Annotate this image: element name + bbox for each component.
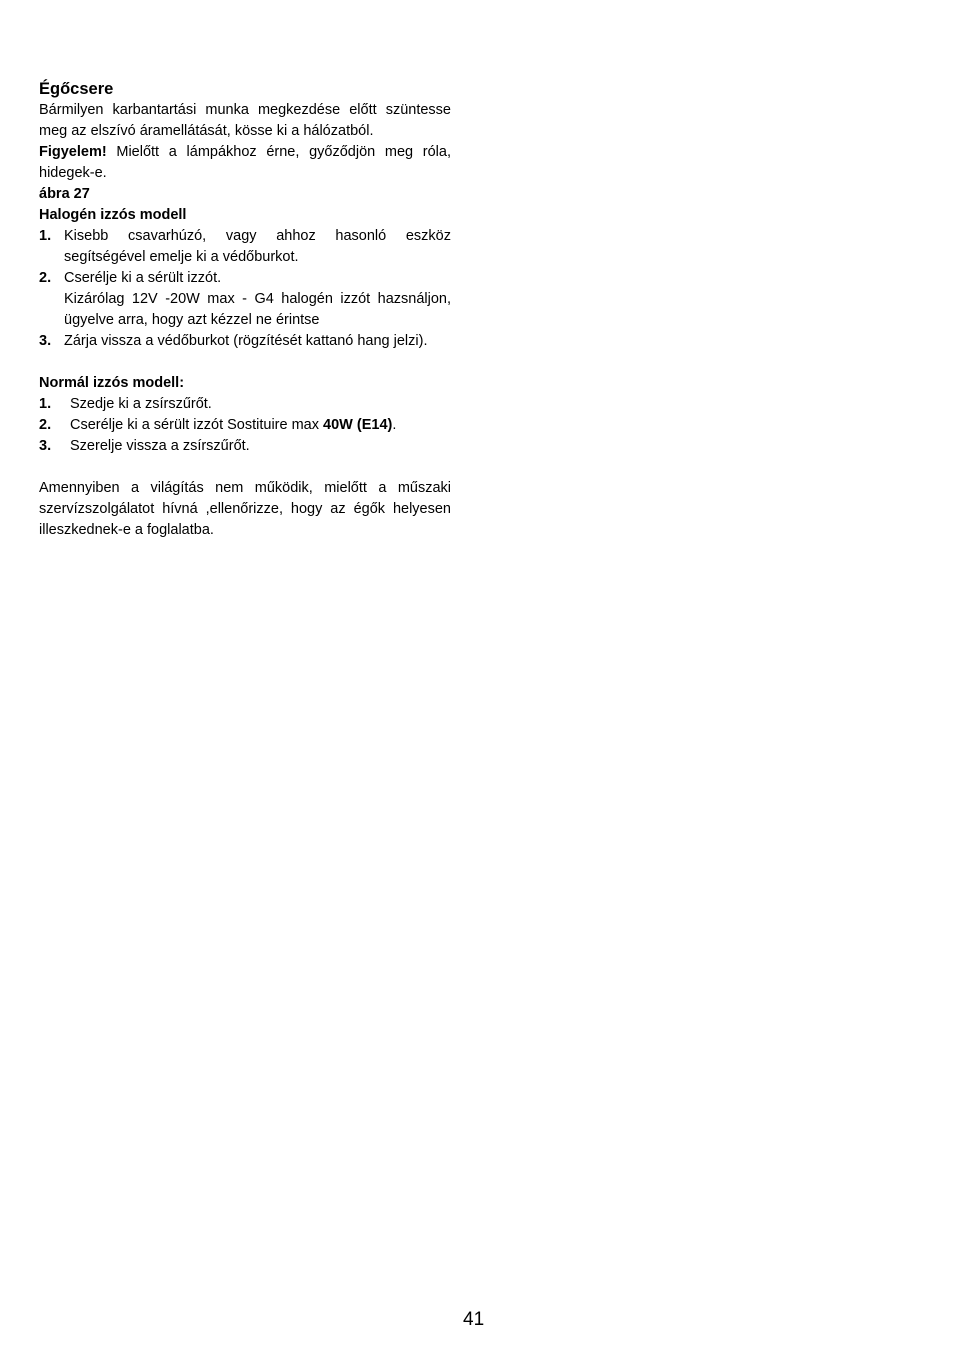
bulb-spec: 40W (E14)	[323, 417, 393, 433]
step-line: Cserélje ki a sérült izzót.	[64, 270, 222, 286]
step-text-main: Cserélje ki a sérült izzót Sostituire max	[70, 417, 324, 433]
normal-steps	[39, 394, 451, 457]
step-number: 1.	[39, 396, 52, 412]
list-item	[39, 394, 451, 415]
step-text	[64, 226, 451, 268]
warning-paragraph	[39, 142, 451, 184]
step-text	[64, 268, 451, 331]
list-item	[39, 415, 451, 436]
warning-text: Mielőtt a lámpákhoz érne, győződjön meg róla, hidegek-e.	[39, 144, 451, 181]
normal-title: Normál izzós modell:	[39, 375, 185, 391]
halogen-steps	[39, 226, 451, 352]
step-text	[70, 415, 451, 436]
section-title: Égőcsere	[39, 80, 114, 98]
step-number: 2.	[39, 417, 52, 433]
spacer	[39, 352, 451, 373]
intro-paragraph: Bármilyen karbantartási munka megkezdése előtt szüntesse meg az elszívó áramellátását, kösse ki a hálózatból.	[39, 102, 451, 139]
list-item	[39, 268, 451, 331]
step-number: 1.	[39, 228, 52, 244]
step-line: Kizárólag 12V -20W max - G4 halogén izzót hazsnáljon, ügyelve arra, hogy azt kézzel ne érintse	[64, 291, 451, 328]
step-line: Kisebb csavarhúzó, vagy ahhoz hasonló eszköz segítségével emelje ki a védőburkot.	[64, 228, 451, 265]
halogen-title: Halogén izzós modell	[39, 207, 187, 223]
text-column	[39, 78, 451, 541]
step-number: 3.	[39, 333, 52, 349]
list-item	[39, 226, 451, 268]
page-number: 41	[463, 1309, 485, 1330]
step-text: Szerelje vissza a zsírszűrőt.	[70, 438, 250, 454]
step-line: Zárja vissza a védőburkot (rögzítését kattanó hang jelzi).	[64, 333, 428, 349]
step-number: 2.	[39, 270, 52, 286]
warning-label: Figyelem!	[39, 144, 107, 160]
spacer	[39, 457, 451, 478]
closing-paragraph: Amennyiben a világítás nem működik, mielőtt a műszaki szervízszolgálatot hívná ,ellenőrizze, hogy az égők helyesen illeszkednek-e a foglalatba.	[39, 480, 451, 538]
list-item	[39, 331, 451, 352]
step-text: Szedje ki a zsírszűrőt.	[70, 396, 212, 412]
step-text	[64, 331, 451, 352]
step-text-end: .	[392, 417, 397, 433]
figure-reference: ábra 27	[39, 186, 90, 202]
step-number: 3.	[39, 438, 52, 454]
list-item	[39, 436, 451, 457]
